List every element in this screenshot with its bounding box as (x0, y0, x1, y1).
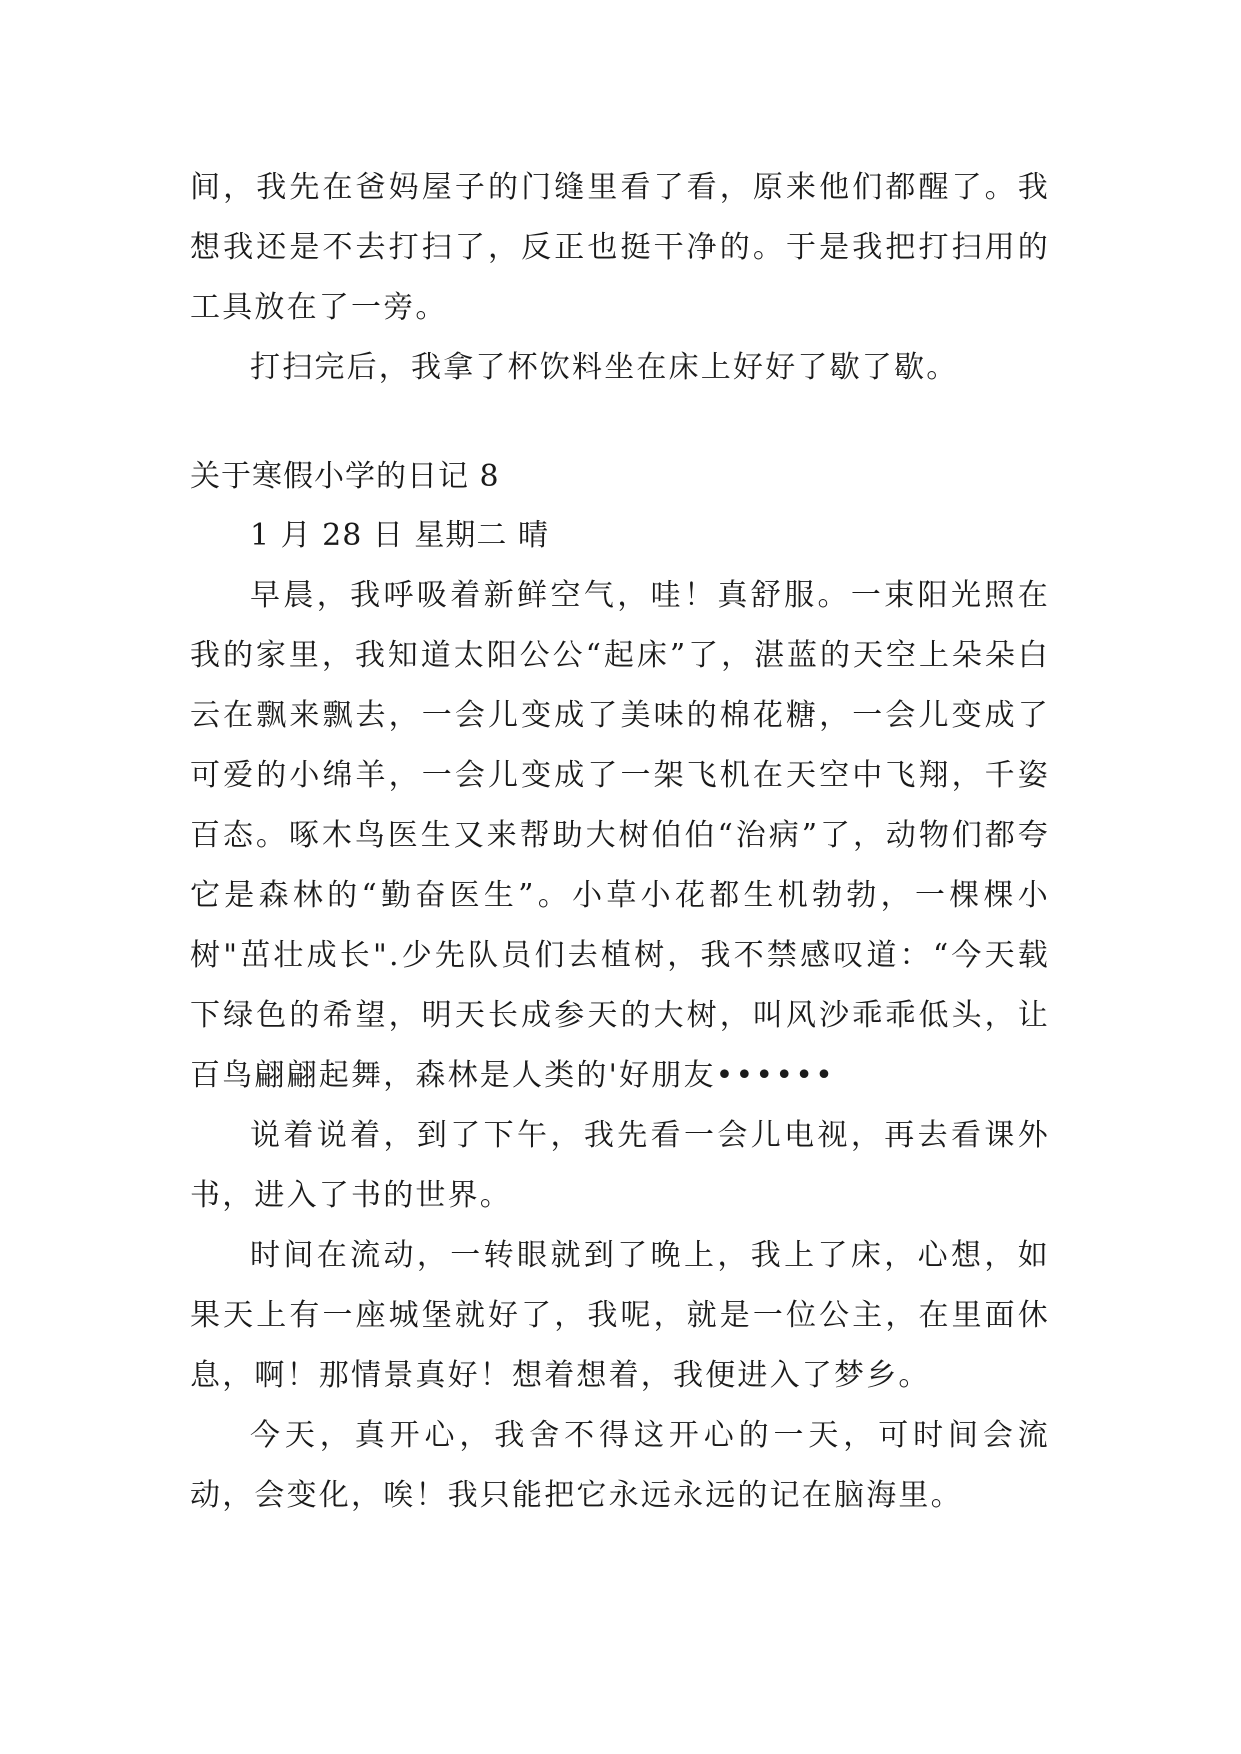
intro-paragraph: 打扫完后，我拿了杯饮料坐在床上好好了歇了歇。 (250, 350, 959, 385)
diary-paragraph-evening: 时间在流动，一转眼就到了晚上，我上了床，心想，如果天上有一座城堡就好了，我呢，就是一位公主，在里面休息，啊！那情景真好！想着想着，我便进入了梦乡。 (190, 1238, 1050, 1393)
diary-body (190, 506, 1050, 1526)
diary-paragraph-morning: 早晨，我呼吸着新鲜空气，哇！真舒服。一束阳光照在我的家里，我知道太阳公公“起床”了，湛蓝的天空上朵朵白云在飘来飘去，一会儿变成了美味的棉花糖，一会儿变成了可爱的小绵羊，一会儿变成了一架飞机在天空中飞翔，千姿百态。啄木鸟医生又来帮助大树伯伯“治病”了，动物们都夸它是森林的“勤奋医生”。小草小花都生机勃勃，一棵棵小树"茁壮成长".少先队员们去植树，我不禁感叹道：“今天载下绿色的希望，明天长成参天的大树，叫风沙乖乖低头，让百鸟翩翩起舞，森林是人类的'好朋友•••••• (190, 578, 1050, 1093)
intro-paragraph-continuation: 间，我先在爸妈屋子的门缝里看了看，原来他们都醒了。我想我还是不去打扫了，反正也挺干净的。于是我把打扫用的工具放在了一旁。 (190, 170, 1050, 325)
intro-section (190, 158, 1050, 398)
diary-paragraph-afternoon: 说着说着，到了下午，我先看一会儿电视，再去看课外书，进入了书的世界。 (190, 1118, 1050, 1213)
diary-title: 关于寒假小学的日记 8 (190, 459, 500, 494)
diary-paragraph-closing: 今天，真开心，我舍不得这开心的一天，可时间会流动，会变化，唉！我只能把它永远永远的记在脑海里。 (190, 1418, 1050, 1513)
diary-date-line: 1 月 28 日 星期二 晴 (250, 518, 549, 553)
